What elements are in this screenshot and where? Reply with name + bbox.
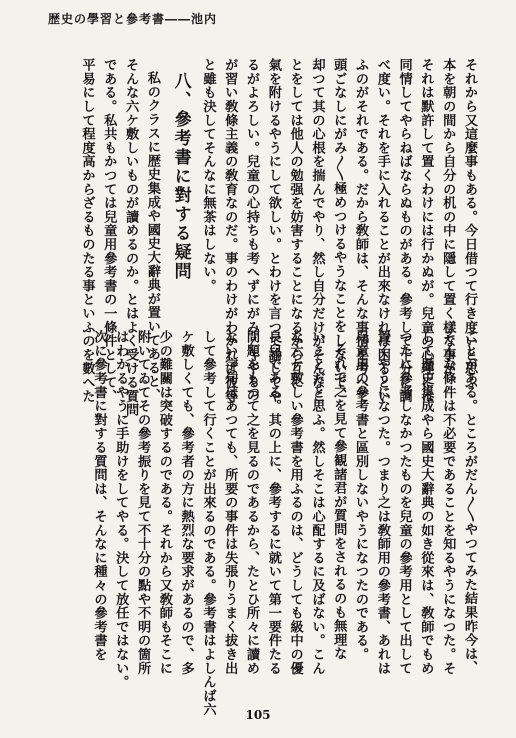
text-column: るがよろしい。兒童の心持ちも考へずにがみ〳〵やるの [244,58,260,403]
text-column: 兒童用の參考書と區別しないやうになつたのである。 [353,330,369,662]
section-heading: 八、參考書に對する疑問 [170,72,191,281]
text-column: ケ敷しくても、參考者の方に熱烈な要求があるので、多 [178,330,194,675]
text-column: 置くやうになつた。つまり之は敎師用の參考書、あれは [374,330,390,675]
text-column: そんな六ケ敷しいものが讀めるのか。とはよく受ける質問 [123,58,139,417]
text-column: それは默許して置くわけには行かぬが。兒童の心理には [418,58,434,403]
text-column: 少の難關は突破するのである。それから又敎師もそこに [156,330,172,675]
text-column: ふのがそれである。だから敎師は、そんな事情を考へて [353,58,369,403]
text-column: 良兒である。其の上に、參考するに就いて第一要件たる [265,330,281,675]
running-header: 歴史の學習と參考書――池内 [48,12,218,26]
text-column: それから又這麼事もある。今日借つて行き度いと思ふ [462,58,477,390]
text-column: 氣を附けるやうにして欲しい。とわけを言つて諭してや [265,58,281,403]
text-column: 平易にして程度高からざるものたる事といふのを數へた [79,58,95,403]
upper-text-block [22,58,480,417]
text-column: それで之を見て參観諸君が質問をされるのも無理な [331,343,347,661]
text-column: な六ケ敷しい參考書を用ふるのは、どうしても級中の優 [287,330,303,675]
text-column: 次に參考書に對する質問は、そんなに種々の參考書を [91,330,107,662]
text-column: とをしては他人の勉强を妨害することになるから互に [287,58,303,390]
text-column: ことがある。ところがだん〳〵やつてみた結果昨今は、 [462,330,477,675]
text-column: 同情してやらねばならぬものがある。參考して十分に調 [396,58,412,403]
page-number: 105 [245,708,271,722]
text-column: である。私共もかつては兒童用參考書の一條件として、 [101,58,117,403]
text-column: べ度い。それを手に入れることが出來なければ困るとい [374,58,390,403]
text-column: と雖も決してそんなに無茶はしない。 [200,58,216,293]
text-column: 附いてゐてその參考振りを見て不十分の點や不明の箇所 [135,330,151,675]
text-column: 却つて其の心根を揣んでやり、然し自分だけがそんなこ [309,58,325,403]
text-column: 問題をもつて之を見るのであるから、たとひ所々に讀め [244,330,260,675]
text-column: が習い敎條主義の敎育なのだ。事のわけがわかれば彼等 [222,58,238,403]
text-column: 私のクラスに歴史集成や國史大辭典が置いてあると、 [144,71,160,403]
text-column: はわかるやうに手助けをしてやる。決して放任ではない。 [113,330,129,689]
text-column: して歴史集成やら國史大辭典の如き從來は、敎師でもめ [418,330,434,675]
text-column: ない字句はあつても、所要の事件は失張りうまく拔き出 [222,330,238,675]
text-column: そんな條件は不必要であることを知るやうになつた。そ [440,330,456,675]
text-column: いことだと思ふ。然しそこは心配するに及ばない。こん [309,330,325,675]
text-column: つたに參考しなかつたものを兒童の參考用として出して [396,330,412,675]
text-column: 頭ごなしにがみ〳〵極めつけるやうなことをしないで、 [331,58,347,403]
text-column: して參考して行くことが出來るのである。參考書はよしんば六 [200,330,216,717]
text-column: 本を朝の間から自分の机の中に隱して置く樣な事が。 [440,58,456,390]
